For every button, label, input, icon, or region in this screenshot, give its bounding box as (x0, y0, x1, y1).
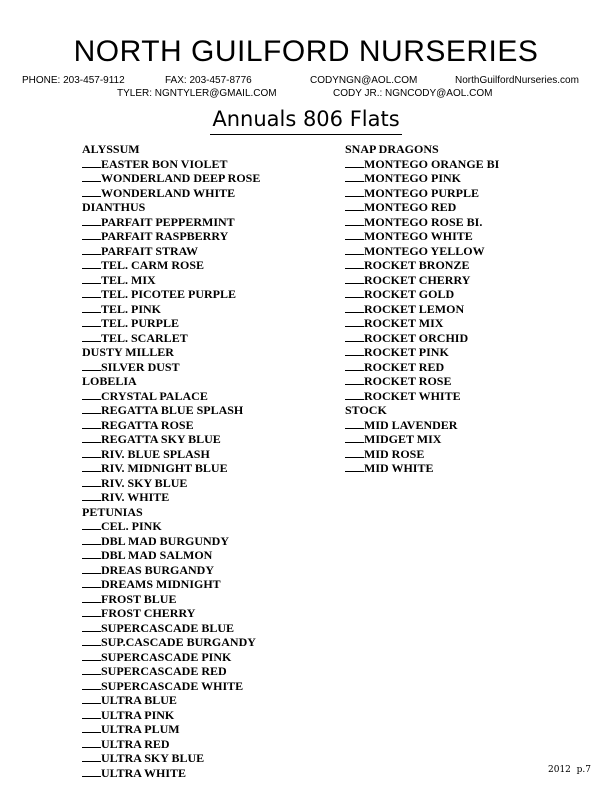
variety-label: SUP.CASCADE BURGANDY (101, 635, 256, 649)
plant-variety-item (345, 389, 499, 404)
email-cody-jr: CODY JR.: NGNCODY@AOL.COM (333, 88, 493, 99)
variety-label: MONTEGO WHITE (364, 229, 473, 243)
quantity-blank[interactable] (82, 650, 101, 661)
quantity-blank[interactable] (345, 171, 364, 182)
plant-variety-item (82, 606, 260, 621)
quantity-blank[interactable] (82, 519, 101, 530)
quantity-blank[interactable] (345, 244, 364, 255)
plant-variety-item (82, 171, 260, 186)
variety-label: PARFAIT RASPBERRY (101, 229, 229, 243)
quantity-blank[interactable] (345, 258, 364, 269)
variety-label: REGATTA SKY BLUE (101, 432, 221, 446)
variety-label: ROCKET ROSE (364, 374, 452, 388)
quantity-blank[interactable] (82, 577, 101, 588)
fax-number: FAX: 203-457-8776 (165, 75, 252, 86)
category-label: DIANTHUS (82, 200, 146, 214)
plant-category-heading (345, 142, 499, 157)
plant-variety-item (345, 200, 499, 215)
quantity-blank[interactable] (82, 693, 101, 704)
quantity-blank[interactable] (82, 360, 101, 371)
quantity-blank[interactable] (82, 229, 101, 240)
variety-label: SILVER DUST (101, 359, 180, 374)
variety-label: ROCKET CHERRY (364, 272, 471, 287)
quantity-blank[interactable] (82, 751, 101, 762)
variety-label: DREAS BURGANDY (101, 562, 215, 577)
plant-variety-item (82, 766, 260, 781)
variety-label: RIV. SKY BLUE (101, 475, 188, 490)
document-title: Annuals 806 Flats (210, 105, 401, 135)
plant-variety-item (82, 331, 260, 346)
email-cody: CODYNGN@AOL.COM (310, 75, 418, 86)
variety-label: RIV. WHITE (101, 490, 170, 504)
plant-variety-item (82, 273, 260, 288)
quantity-blank[interactable] (345, 374, 364, 385)
quantity-blank[interactable] (345, 157, 364, 168)
quantity-blank[interactable] (82, 548, 101, 559)
quantity-blank[interactable] (82, 766, 101, 777)
footer-year: 2012 (548, 765, 571, 775)
plant-variety-item (82, 592, 260, 607)
variety-label: DBL MAD SALMON (101, 548, 213, 562)
variety-label: SUPERCASCADE RED (101, 664, 227, 678)
variety-label: RIV. BLUE SPLASH (101, 446, 210, 461)
category-label: ALYSSUM (82, 142, 140, 156)
plant-variety-item (82, 157, 260, 172)
quantity-blank[interactable] (345, 360, 364, 371)
variety-label: TEL. PINK (101, 301, 162, 316)
quantity-blank[interactable] (345, 432, 364, 443)
plant-variety-item (82, 302, 260, 317)
quantity-blank[interactable] (345, 273, 364, 284)
variety-label: SUPERCASCADE BLUE (101, 620, 235, 635)
quantity-blank[interactable] (82, 635, 101, 646)
plant-category-heading (82, 345, 260, 360)
plant-variety-item (345, 157, 499, 172)
page-footer (548, 765, 591, 775)
quantity-blank[interactable] (82, 461, 101, 472)
variety-label: MID LAVENDER (364, 417, 458, 432)
plant-variety-item (345, 345, 499, 360)
quantity-blank[interactable] (82, 418, 101, 429)
variety-label: RIV. MIDNIGHT BLUE (101, 461, 228, 475)
plant-variety-item (345, 273, 499, 288)
phone-number: PHONE: 203-457-9112 (22, 75, 125, 86)
plant-variety-item (82, 737, 260, 752)
quantity-blank[interactable] (82, 157, 101, 168)
quantity-blank[interactable] (82, 490, 101, 501)
quantity-blank[interactable] (82, 273, 101, 284)
plant-variety-item (82, 490, 260, 505)
quantity-blank[interactable] (82, 534, 101, 545)
variety-label: ULTRA RED (101, 736, 170, 751)
variety-label: MONTEGO YELLOW (364, 243, 485, 258)
variety-label: ROCKET BRONZE (364, 258, 470, 272)
variety-label: TEL. PICOTEE PURPLE (101, 287, 237, 301)
variety-label: WONDERLAND DEEP ROSE (101, 171, 261, 185)
variety-label: MID WHITE (364, 461, 434, 475)
quantity-blank[interactable] (82, 708, 101, 719)
plant-variety-item (82, 534, 260, 549)
document-title-wrapper (0, 105, 612, 135)
quantity-blank[interactable] (82, 215, 101, 226)
variety-label: PARFAIT STRAW (101, 243, 199, 258)
variety-label: MONTEGO ROSE BI. (364, 214, 483, 229)
plant-category-heading (82, 374, 260, 389)
variety-label: ULTRA PLUM (101, 722, 180, 736)
quantity-blank[interactable] (345, 200, 364, 211)
quantity-blank[interactable] (82, 287, 101, 298)
plant-variety-item (82, 722, 260, 737)
quantity-blank[interactable] (345, 229, 364, 240)
variety-label: SUPERCASCADE PINK (101, 649, 232, 664)
variety-label: TEL. CARM ROSE (101, 258, 205, 272)
quantity-blank[interactable] (82, 563, 101, 574)
category-label: SNAP DRAGONS (345, 142, 439, 156)
plant-variety-item (345, 316, 499, 331)
plant-variety-item (82, 360, 260, 375)
quantity-blank[interactable] (82, 316, 101, 327)
quantity-blank[interactable] (82, 432, 101, 443)
variety-label: CRYSTAL PALACE (101, 388, 208, 403)
quantity-blank[interactable] (82, 171, 101, 182)
quantity-blank[interactable] (82, 621, 101, 632)
quantity-blank[interactable] (82, 302, 101, 313)
quantity-blank[interactable] (345, 418, 364, 429)
plant-variety-item (82, 215, 260, 230)
variety-label: REGATTA BLUE SPLASH (101, 403, 244, 417)
variety-label: ROCKET MIX (364, 316, 444, 330)
quantity-blank[interactable] (82, 476, 101, 487)
plant-variety-item (82, 664, 260, 679)
variety-label: ULTRA PINK (101, 707, 175, 722)
variety-label: ROCKET ORCHID (364, 330, 469, 345)
plant-variety-item (82, 229, 260, 244)
variety-label: REGATTA ROSE (101, 417, 194, 432)
quantity-blank[interactable] (82, 186, 101, 197)
quantity-blank[interactable] (82, 679, 101, 690)
plant-variety-item (82, 244, 260, 259)
category-label: PETUNIAS (82, 504, 143, 519)
plant-variety-item (345, 287, 499, 302)
plant-variety-item (345, 186, 499, 201)
category-label: DUSTY MILLER (82, 345, 174, 359)
quantity-blank[interactable] (82, 244, 101, 255)
category-label: LOBELIA (82, 374, 137, 388)
footer-page-number: p.7 (576, 765, 591, 775)
quantity-blank[interactable] (82, 592, 101, 603)
quantity-blank[interactable] (82, 389, 101, 400)
plant-variety-item (82, 679, 260, 694)
category-label: STOCK (345, 403, 387, 417)
variety-label: DREAMS MIDNIGHT (101, 577, 221, 591)
variety-label: WONDERLAND WHITE (101, 185, 236, 200)
plant-variety-item (82, 548, 260, 563)
plant-variety-item (345, 447, 499, 462)
quantity-blank[interactable] (82, 664, 101, 675)
plant-variety-item (82, 403, 260, 418)
plant-category-heading (82, 200, 260, 215)
plant-variety-item (82, 389, 260, 404)
plant-variety-item (82, 635, 260, 650)
variety-label: ROCKET PINK (364, 345, 449, 359)
plant-variety-item (82, 751, 260, 766)
variety-label: ROCKET LEMON (364, 301, 465, 316)
plant-variety-item (345, 171, 499, 186)
plant-category-heading (345, 403, 499, 418)
quantity-blank[interactable] (82, 722, 101, 733)
plant-variety-item (82, 708, 260, 723)
plant-variety-item (82, 476, 260, 491)
variety-label: TEL. MIX (101, 272, 156, 287)
plant-variety-item (345, 461, 499, 476)
plant-variety-item (82, 316, 260, 331)
variety-label: MONTEGO ORANGE BI (364, 156, 500, 171)
variety-label: MONTEGO PINK (364, 171, 462, 185)
quantity-blank[interactable] (345, 345, 364, 356)
variety-label: DBL MAD BURGUNDY (101, 533, 230, 548)
quantity-blank[interactable] (345, 215, 364, 226)
plant-variety-item (82, 563, 260, 578)
variety-label: MIDGET MIX (364, 432, 442, 446)
variety-label: FROST BLUE (101, 591, 177, 606)
quantity-blank[interactable] (82, 403, 101, 414)
plant-variety-item (82, 418, 260, 433)
company-name: NORTH GUILFORD NURSERIES (73, 35, 539, 68)
plant-variety-item (345, 374, 499, 389)
quantity-blank[interactable] (345, 316, 364, 327)
quantity-blank[interactable] (82, 447, 101, 458)
quantity-blank[interactable] (345, 287, 364, 298)
variety-label: FROST CHERRY (101, 606, 196, 620)
quantity-blank[interactable] (82, 737, 101, 748)
left-plant-list (82, 142, 260, 780)
variety-label: ROCKET WHITE (364, 388, 461, 403)
variety-label: TEL. SCARLET (101, 330, 188, 345)
quantity-blank[interactable] (345, 302, 364, 313)
plant-variety-item (345, 244, 499, 259)
quantity-blank[interactable] (345, 389, 364, 400)
plant-variety-item (82, 519, 260, 534)
plant-variety-item (345, 215, 499, 230)
plant-variety-item (82, 258, 260, 273)
plant-variety-item (345, 331, 499, 346)
variety-label: ULTRA BLUE (101, 693, 177, 707)
variety-label: PARFAIT PEPPERMINT (101, 214, 235, 229)
plant-variety-item (345, 302, 499, 317)
plant-variety-item (345, 360, 499, 375)
plant-variety-item (82, 650, 260, 665)
plant-variety-item (82, 693, 260, 708)
plant-category-heading (82, 505, 260, 520)
plant-variety-item (82, 621, 260, 636)
quantity-blank[interactable] (82, 258, 101, 269)
quantity-blank[interactable] (82, 606, 101, 617)
plant-variety-item (82, 461, 260, 476)
variety-label: ULTRA WHITE (101, 765, 187, 780)
email-tyler: TYLER: NGNTYLER@GMAIL.COM (117, 88, 277, 99)
variety-label: ULTRA SKY BLUE (101, 751, 205, 765)
variety-label: ROCKET RED (364, 359, 445, 374)
plant-variety-item (82, 432, 260, 447)
plant-variety-item (82, 287, 260, 302)
plant-variety-item (345, 432, 499, 447)
plant-variety-item (345, 258, 499, 273)
variety-label: SUPERCASCADE WHITE (101, 678, 244, 693)
right-plant-list (345, 142, 499, 476)
variety-label: MONTEGO PURPLE (364, 185, 480, 200)
quantity-blank[interactable] (345, 447, 364, 458)
variety-label: ROCKET GOLD (364, 287, 455, 301)
plant-variety-item (345, 418, 499, 433)
website: NorthGuilfordNurseries.com (455, 75, 579, 86)
variety-label: CEL. PINK (101, 519, 162, 533)
variety-label: MID ROSE (364, 446, 425, 461)
variety-label: MONTEGO RED (364, 200, 457, 214)
plant-variety-item (82, 447, 260, 462)
plant-variety-item (82, 186, 260, 201)
quantity-blank[interactable] (345, 331, 364, 342)
quantity-blank[interactable] (82, 331, 101, 342)
plant-category-heading (82, 142, 260, 157)
plant-variety-item (82, 577, 260, 592)
quantity-blank[interactable] (345, 461, 364, 472)
quantity-blank[interactable] (345, 186, 364, 197)
variety-label: EASTER BON VIOLET (101, 156, 228, 171)
plant-variety-item (345, 229, 499, 244)
variety-label: TEL. PURPLE (101, 316, 180, 330)
